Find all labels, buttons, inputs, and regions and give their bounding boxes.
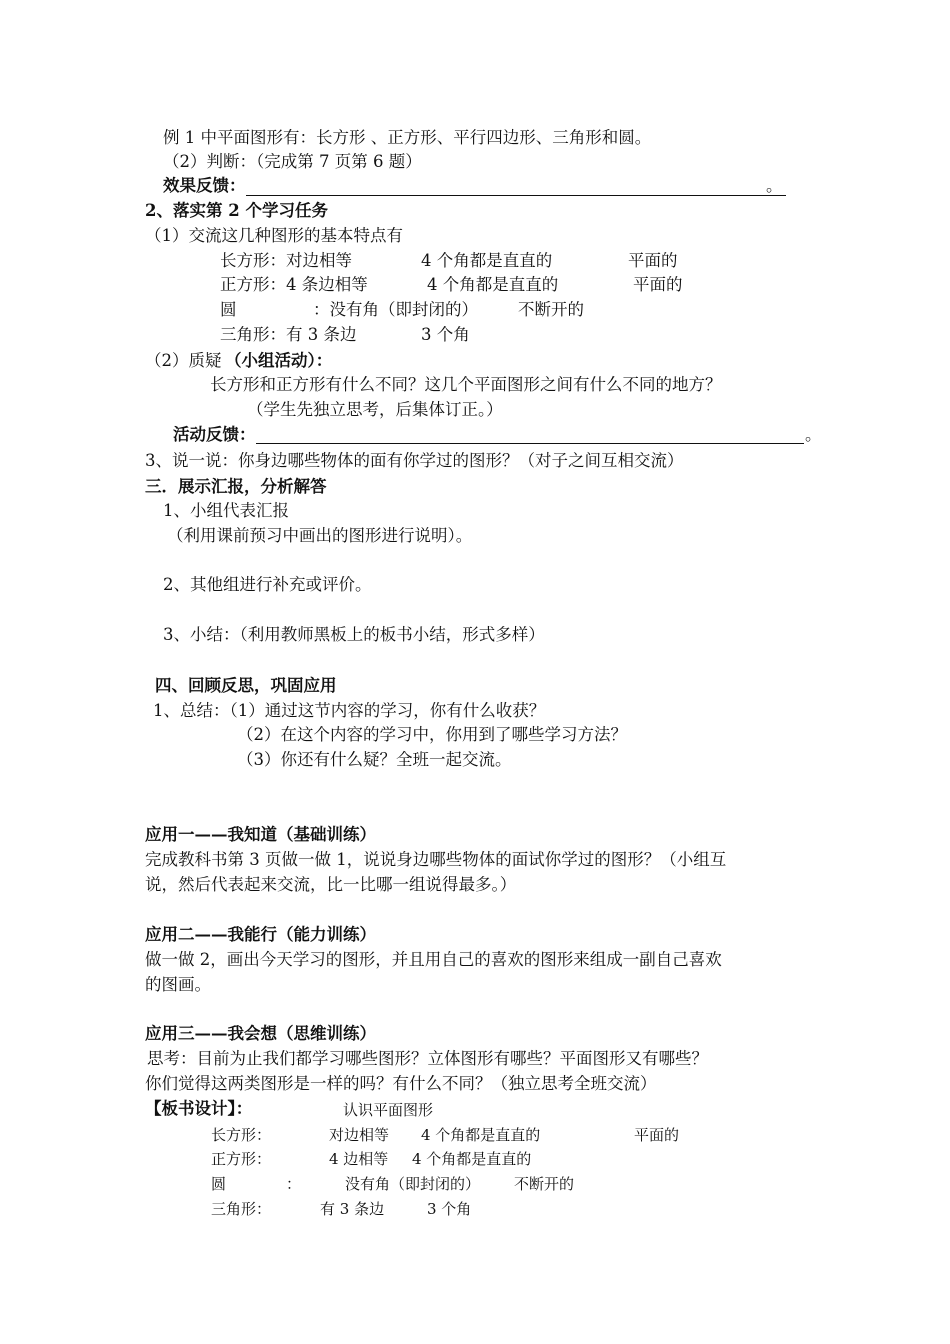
application-3-line-2: 你们觉得这两类图形是一样的吗？有什么不同？（独立思考全班交流）	[145, 1074, 657, 1093]
task-2-sub-1: （1）交流这几种图形的基本特点有	[145, 226, 403, 245]
feature-rect-b: 4 个角都是直直的	[421, 251, 553, 270]
board-circle-c: 没有角（即封闭的）	[345, 1175, 481, 1193]
feedback-label-2: 活动反馈：	[173, 425, 256, 444]
application-1-line-1: 完成教科书第 3 页做一做 1，说说身边哪些物体的面试你学过的图形？（小组互	[145, 850, 727, 869]
board-circle-b: ：	[286, 1175, 302, 1193]
board-tri-b: 有 3 条边	[320, 1200, 385, 1218]
section-4-heading: 四、回顾反思，巩固应用	[155, 676, 337, 695]
feature-tri-b: 3 个角	[421, 325, 470, 344]
board-tri-a: 三角形：	[211, 1200, 272, 1218]
application-1-line-2: 说，然后代表起来交流，比一比哪一组说得最多。）	[145, 875, 517, 894]
feature-circle-a: 圆	[220, 300, 237, 319]
board-rect-c: 4 个角都是直直的	[421, 1126, 541, 1144]
report-1-note: （利用课前预习中画出的图形进行说明）。	[167, 526, 473, 545]
section-3-heading: 三．展示汇报，分析解答	[145, 477, 327, 496]
report-2: 2、其他组进行补充或评价。	[163, 575, 372, 594]
application-3-title: 应用三——我会想（思维训练）	[145, 1024, 376, 1043]
say-it-line: 3、说一说：你身边哪些物体的面有你学过的图形？（对子之间互相交流）	[145, 451, 684, 470]
feedback-label-1: 效果反馈：	[163, 176, 246, 195]
judge-line: （2）判断：（完成第 7 页第 6 题）	[163, 152, 422, 171]
application-1-title: 应用一——我知道（基础训练）	[145, 825, 376, 844]
feature-circle-b: ：没有角（即封闭的）	[313, 300, 478, 319]
board-square-a: 正方形：	[211, 1150, 272, 1168]
feature-square-a: 正方形：4 条边相等	[220, 275, 368, 294]
question-note: （学生先独立思考，后集体订正。）	[247, 400, 503, 419]
board-circle-a: 圆	[211, 1175, 227, 1193]
summary-3: （3）你还有什么疑？全班一起交流。	[237, 750, 512, 769]
feature-rect-c: 平面的	[628, 251, 678, 270]
application-2-line-2: 的图画。	[145, 975, 211, 994]
summary-2: （2）在这个内容的学习中，你用到了哪些学习方法？	[237, 725, 627, 744]
board-rect-d: 平面的	[634, 1126, 680, 1144]
board-square-b: 4 边相等	[329, 1150, 389, 1168]
feature-rect-a: 长方形：对边相等	[220, 251, 352, 270]
application-3-line-1: 思考：目前为止我们都学习哪些图形？立体图形有哪些？平面图形又有哪些？	[147, 1049, 708, 1068]
board-title: 认识平面图形	[343, 1101, 434, 1119]
board-design-label: 【板书设计】：	[145, 1099, 253, 1118]
report-3: 3、小结：（利用教师黑板上的板书小结，形式多样）	[163, 625, 545, 644]
feature-square-c: 平面的	[633, 275, 683, 294]
feedback-end-1: 。	[766, 176, 783, 195]
board-square-c: 4 个角都是直直的	[412, 1150, 532, 1168]
group-activity-label: （小组活动）：	[225, 351, 333, 370]
example-shapes-line: 例 1 中平面图形有：长方形 、正方形、平行四边形、三角形和圆。	[163, 128, 652, 147]
board-circle-d: 不断开的	[514, 1175, 575, 1193]
question-line: 长方形和正方形有什么不同？这几个平面图形之间有什么不同的地方？	[210, 375, 722, 394]
board-rect-b: 对边相等	[329, 1126, 390, 1144]
board-rect-a: 长方形：	[211, 1126, 272, 1144]
question-prefix: （2）质疑	[145, 351, 222, 370]
feedback-blank-2	[256, 443, 804, 444]
feature-square-b: 4 个角都是直直的	[427, 275, 559, 294]
summary-1: 1、总结：（1）通过这节内容的学习，你有什么收获？	[153, 701, 546, 720]
feedback-blank-1	[246, 195, 786, 196]
task-2-heading: 2、落实第 2 个学习任务	[145, 201, 328, 220]
feature-tri-a: 三角形：有 3 条边	[220, 325, 357, 344]
report-1: 1、小组代表汇报	[163, 501, 289, 520]
application-2-title: 应用二——我能行（能力训练）	[145, 925, 376, 944]
feedback-end-2: 。	[805, 425, 822, 444]
feature-circle-c: 不断开的	[518, 300, 584, 319]
board-tri-c: 3 个角	[427, 1200, 472, 1218]
application-2-line-1: 做一做 2，画出今天学习的图形，并且用自己的喜欢的图形来组成一副自己喜欢	[145, 950, 722, 969]
